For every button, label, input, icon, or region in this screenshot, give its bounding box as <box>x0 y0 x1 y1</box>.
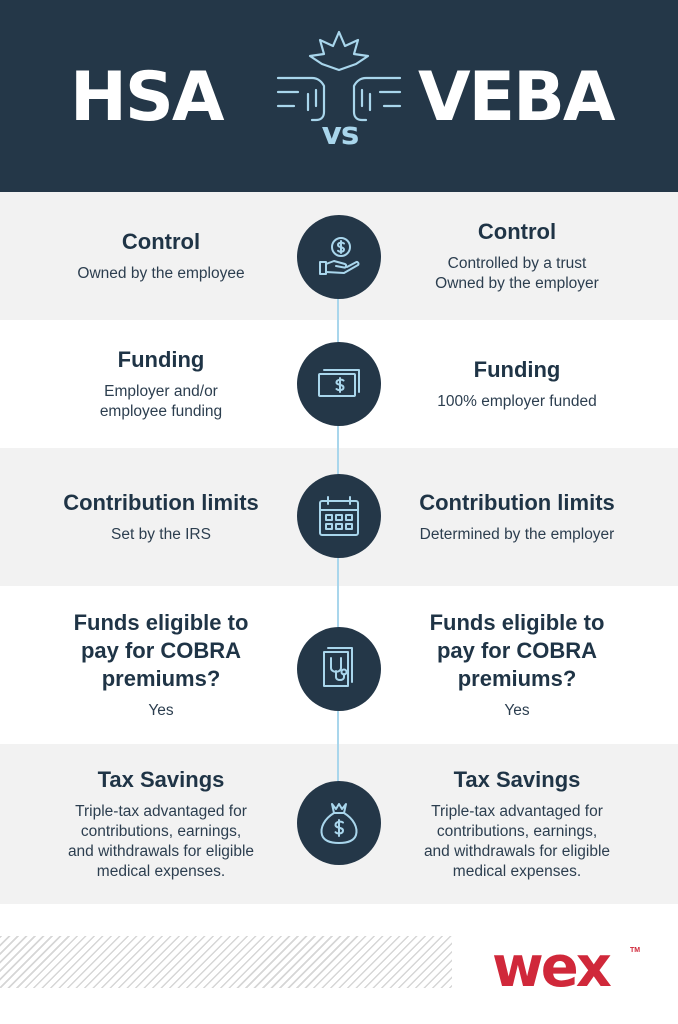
money-bag-icon <box>314 798 364 848</box>
tax-savings-icon-circle <box>297 781 381 865</box>
row-heading: Funds eligible to pay for COBRA premiums? <box>73 610 249 691</box>
veba-contribution-cell <box>372 448 662 586</box>
hsa-funding-cell <box>16 320 306 448</box>
row-heading: Contribution limits <box>419 490 615 515</box>
row-description: Triple-tax advantaged for contributions, earnings, and withdrawals for eligible medical expenses. <box>423 803 611 880</box>
contribution-icon-circle <box>297 474 381 558</box>
cobra-icon-circle <box>297 627 381 711</box>
row-description: Owned by the employee <box>77 265 245 282</box>
calendar-icon <box>314 491 364 541</box>
hsa-cobra-cell <box>16 586 306 744</box>
medical-document-stethoscope-icon <box>314 644 364 694</box>
svg-text:TM: TM <box>630 947 641 954</box>
row-heading: Contribution limits <box>63 490 259 515</box>
veba-tax-cell <box>372 744 662 904</box>
hsa-contribution-cell <box>16 448 306 586</box>
decorative-stripes <box>0 936 452 988</box>
wex-logo <box>492 942 642 990</box>
row-heading: Funding <box>117 347 205 372</box>
veba-cobra-cell <box>372 586 662 744</box>
row-description: Yes <box>148 702 174 719</box>
row-description: 100% employer funded <box>437 393 597 410</box>
veba-title: VEBA <box>418 58 614 137</box>
row-description: Triple-tax advantaged for contributions, earnings, and withdrawals for eligible medical expenses. <box>67 803 255 880</box>
row-description: Set by the IRS <box>111 526 211 543</box>
veba-funding-cell <box>372 320 662 448</box>
row-heading: Control <box>121 229 201 254</box>
row-heading: Funding <box>473 357 561 382</box>
hand-holding-dollar-icon <box>314 232 364 282</box>
row-description: Determined by the employer <box>419 526 615 543</box>
dollar-bill-icon <box>314 359 364 409</box>
row-description: Controlled by a trust Owned by the employer <box>435 255 599 292</box>
header-banner <box>0 0 678 192</box>
hsa-tax-cell <box>16 744 306 904</box>
row-description: Yes <box>504 702 530 719</box>
vs-label: vs <box>321 116 359 152</box>
row-heading: Tax Savings <box>453 767 581 792</box>
veba-control-cell <box>372 192 662 320</box>
row-heading: Tax Savings <box>97 767 225 792</box>
row-description: Employer and/or employee funding <box>99 383 223 420</box>
svg-text:wex: wex <box>492 942 609 990</box>
hsa-control-cell <box>16 192 306 320</box>
control-icon-circle <box>297 215 381 299</box>
row-heading: Control <box>477 219 557 244</box>
fist-bump-icon <box>276 28 402 124</box>
hsa-title: HSA <box>70 58 223 137</box>
row-heading: Funds eligible to pay for COBRA premiums? <box>429 610 605 691</box>
funding-icon-circle <box>297 342 381 426</box>
